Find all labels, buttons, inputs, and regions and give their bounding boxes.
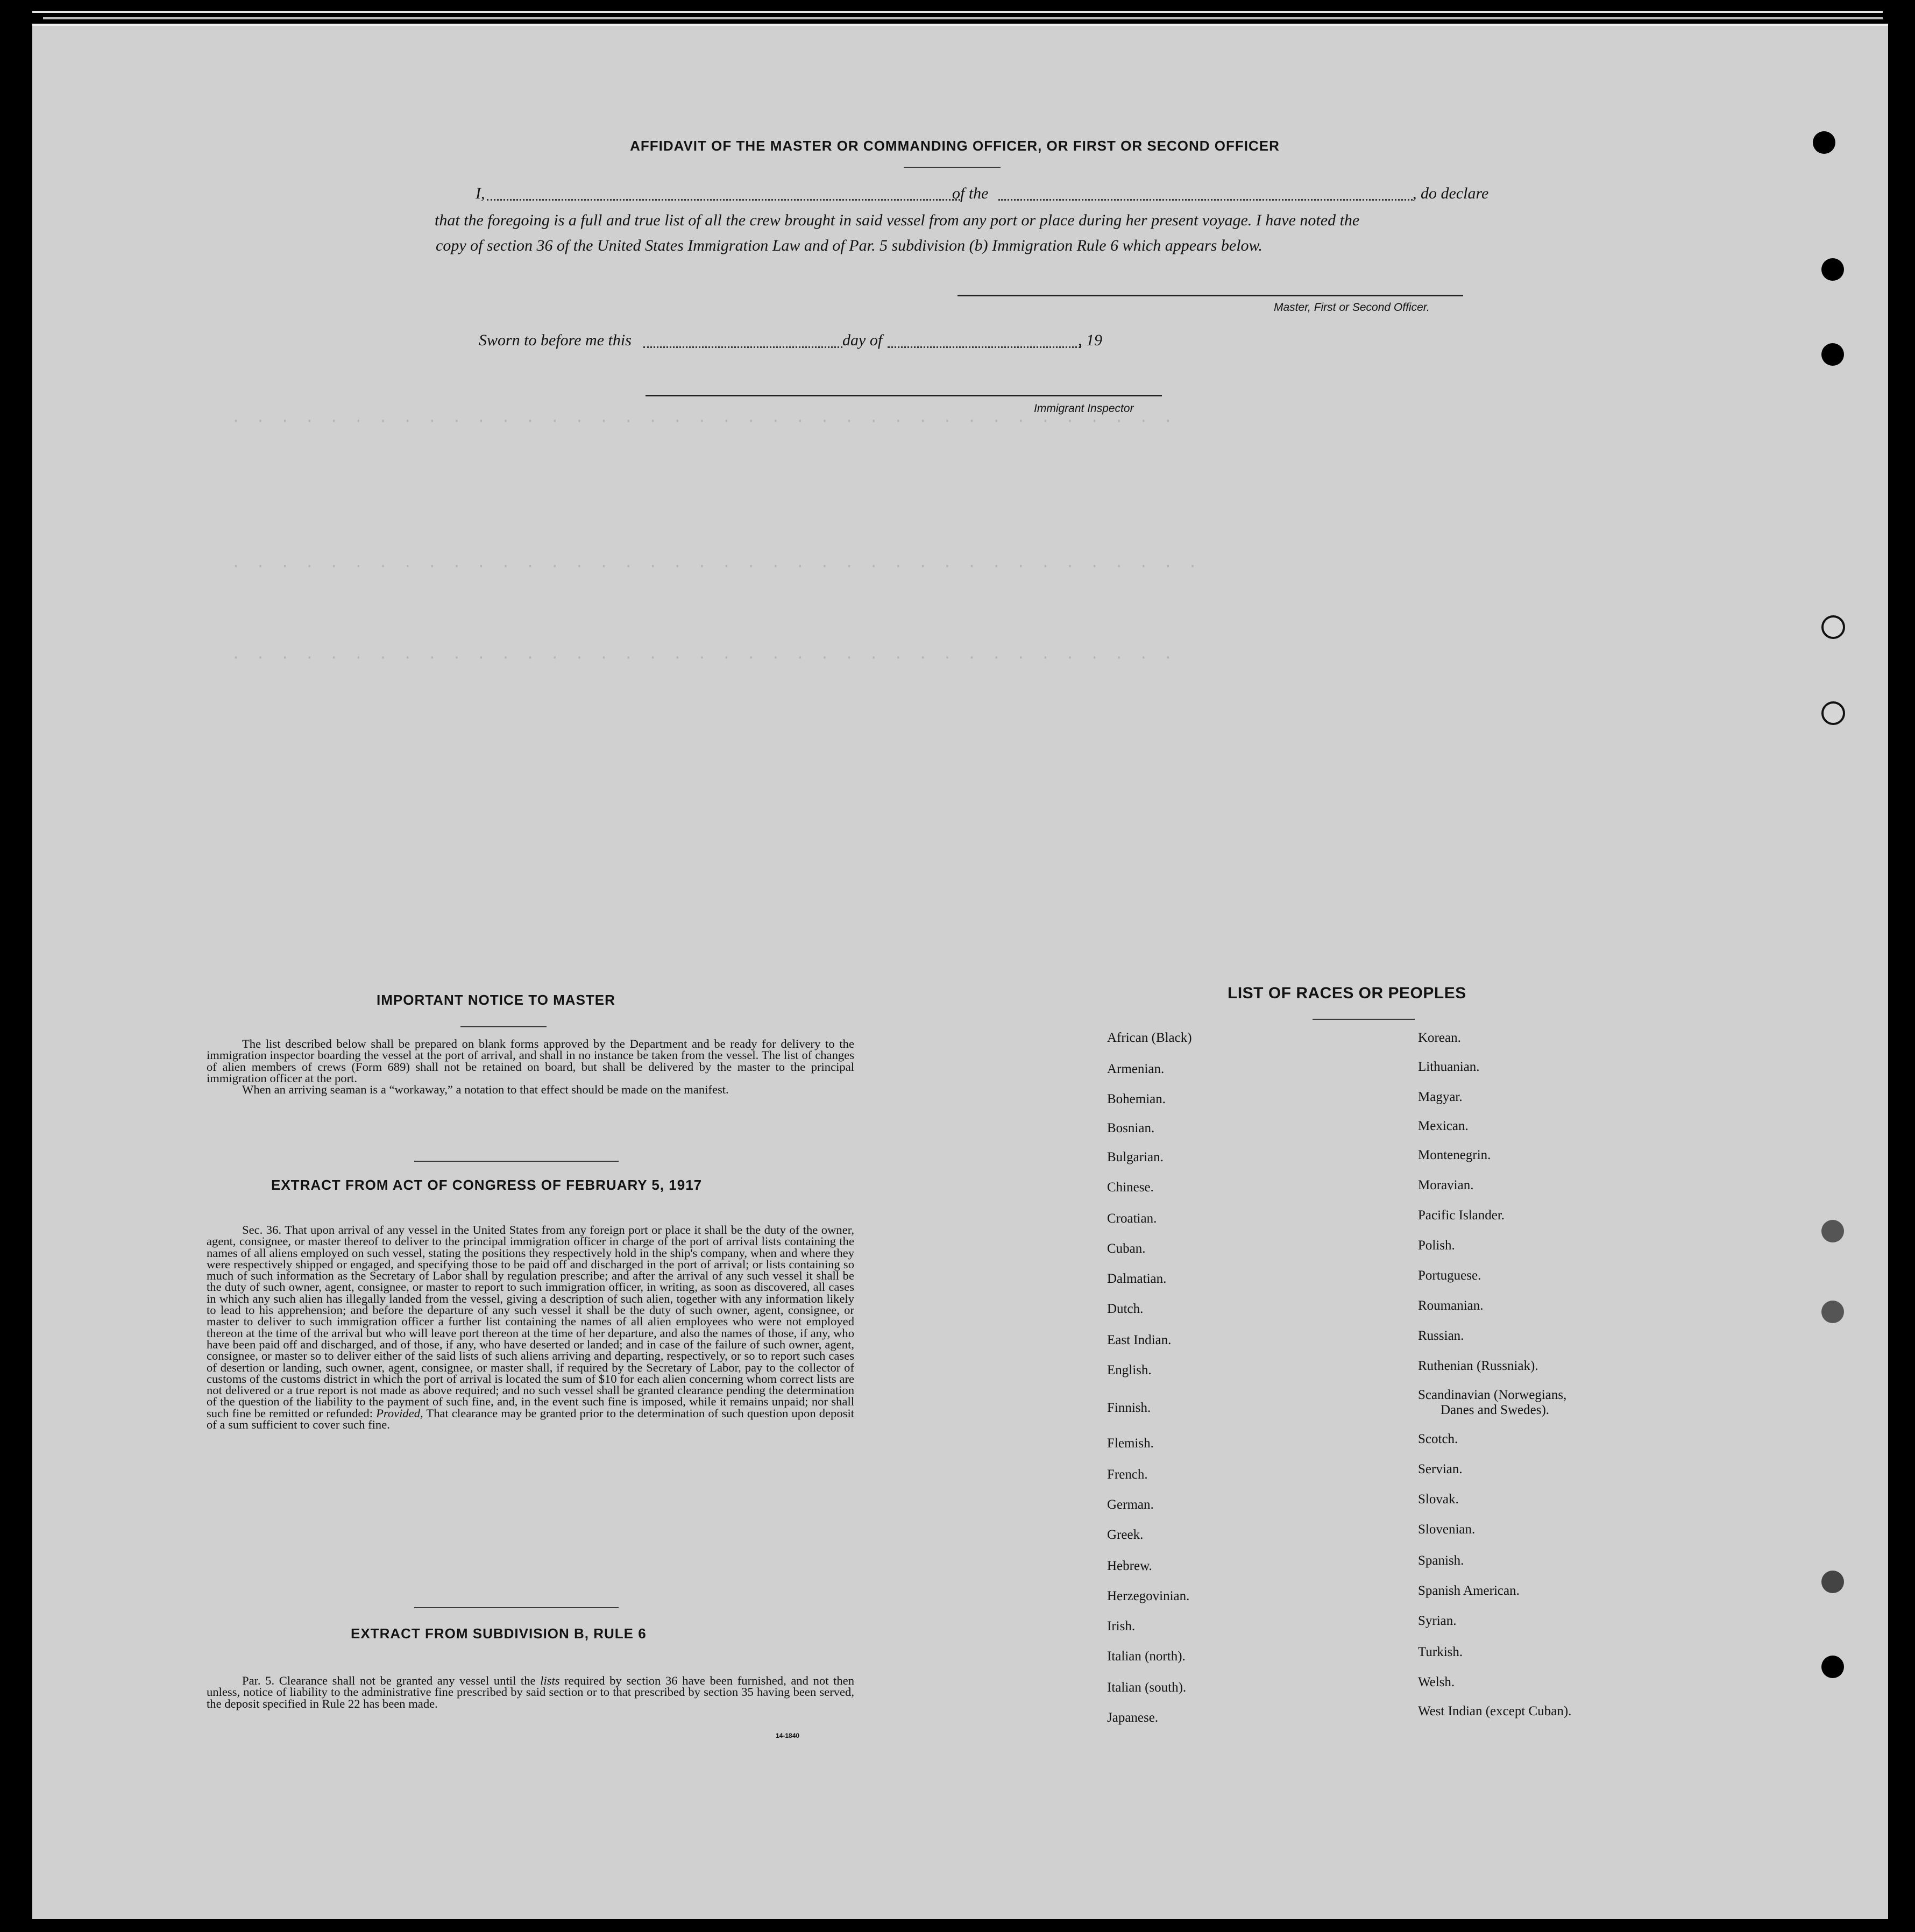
right-race-item: Danes and Swedes). <box>1441 1403 1550 1417</box>
races-title: LIST OF RACES OR PEOPLES <box>1228 984 1466 1002</box>
right-race-item: Turkish. <box>1418 1645 1463 1659</box>
right-race-item: Syrian. <box>1418 1614 1457 1628</box>
right-race-item: Slovak. <box>1418 1492 1459 1507</box>
punch-hole <box>1821 1220 1844 1242</box>
form-number: 14-1840 <box>776 1732 800 1739</box>
section-36-end: That clearance may be granted prior to the determination of such question upon deposit of a sum sufficient to cover such fine. <box>207 1406 855 1432</box>
punch-hole <box>1821 615 1845 639</box>
divider <box>1313 1019 1415 1020</box>
left-race-item: Italian (south). <box>1107 1680 1187 1695</box>
right-race-item: Mexican. <box>1418 1119 1469 1133</box>
divider <box>904 167 1001 168</box>
left-race-item: East Indian. <box>1107 1333 1172 1347</box>
right-race-item: Ruthenian (Russniak). <box>1418 1359 1538 1373</box>
left-race-item: French. <box>1107 1467 1148 1482</box>
affidavit-title: AFFIDAVIT OF THE MASTER OR COMMANDING OFFICER, OR FIRST OR SECOND OFFICER <box>630 138 1280 154</box>
bleed-through: · · · · · · · · · · · · · · · · · · · · · · · · · · · · · · · · · · · · · · · <box>231 650 1176 666</box>
divider <box>414 1607 619 1608</box>
bleed-through: · · · · · · · · · · · · · · · · · · · · · · · · · · · · · · · · · · · · · · · <box>231 413 1176 430</box>
left-race-item: German. <box>1107 1497 1154 1512</box>
section-36-body: That upon arrival of any vessel in the United States from any foreign port or place it shall be the duty of the owner, agent, consignee, or master thereof to deliver to the principal immigration officer in charge of the port of arrival lists containing the names of all aliens employed on such vessel, stating the positions they respectively hold in the ship's company, when and where they were respectively shipped or engaged, and specifying those to be paid off and discharged in the port of arrival; or lists containing so much of such information as the Secretary of Labor shall by regulation prescribe; and after the arrival of any such vessel it shall be the duty of such owner, agent, consignee, or master to report to such immigration officer, in writing, as soon as discovered, all cases in which any such alien has illegally landed from the vessel, giving a description of such alien, together with any information likely to lead to his apprehension; and before the departure of any such vessel it shall be the duty of such owner, agent, consignee, or master to deliver to such immigration officer a further list containing the names of all alien employees who were not employed thereon at the time of the arrival but who will leave port thereon at the time of her departure, and also the names of those, if any, who have been paid off and discharged, and of those, if any, who have deserted or landed; and in case of the failure of such owner, agent, consignee, or master so to deliver either of the said lists of such aliens arriving and departing, respectively, or so to report such cases of desertion or landing, such owner, agent, consignee, or master shall, if required by the Secretary of Labor, pay to the collector of customs of the customs district in which the port of arrival is located the sum of $10 for each alien concerning whom correct lists are not delivered or a true report is not made as above required; and no such vessel shall be granted clearance pending the determination of the question of the liability to the payment of such fine, and, in the event such fine is imposed, while it remains unpaid; nor shall such fine be remitted or refunded: <box>207 1223 854 1420</box>
punch-hole <box>1821 258 1844 281</box>
punch-hole <box>1821 1656 1844 1678</box>
right-race-item: Welsh. <box>1418 1675 1455 1689</box>
punch-hole <box>1821 1571 1844 1593</box>
right-race-item: Spanish. <box>1418 1553 1464 1568</box>
right-race-item: Spanish American. <box>1418 1583 1520 1598</box>
extract-rule-body <box>207 1675 854 1709</box>
left-race-item: Bulgarian. <box>1107 1150 1164 1164</box>
paper-edge-top <box>32 11 1883 13</box>
form-page <box>32 24 1888 1919</box>
affidavit-line-2: that the foregoing is a full and true list of all the crew brought in said vessel from any port or place during her present voyage. I have noted the <box>435 211 1360 229</box>
affidavit-declare: , do declare <box>1413 184 1489 202</box>
right-race-item: Russian. <box>1418 1329 1464 1343</box>
lists-word: lists <box>540 1674 560 1687</box>
left-race-item: Irish. <box>1107 1619 1136 1633</box>
extract-act-body <box>207 1224 854 1430</box>
paper-edge-second <box>43 17 1883 19</box>
extract-act-title: EXTRACT FROM ACT OF CONGRESS OF FEBRUARY 5, 1917 <box>271 1177 703 1193</box>
left-race-item: Armenian. <box>1107 1062 1165 1076</box>
affidavit-of-the: of the <box>952 184 989 202</box>
inspector-signature-label: Immigrant Inspector <box>1034 402 1134 415</box>
affidavit-i: I, <box>476 184 485 202</box>
left-race-item: Italian (north). <box>1107 1649 1186 1664</box>
bleed-through: · · · · · · · · · · · · · · · · · · · · · · · · · · · · · · · · · · · · · · · · <box>231 558 1201 575</box>
left-race-item: Cuban. <box>1107 1241 1146 1256</box>
punch-hole <box>1821 1301 1844 1323</box>
sworn-month-blank[interactable] <box>888 346 1081 348</box>
left-race-item: Greek. <box>1107 1528 1144 1542</box>
notice-paragraph-2: When an arriving seaman is a “workaway,” a notation to that effect should be made on the manifest. <box>242 1083 729 1097</box>
par-5-b: required by section 36 have been furnished, and not then unless, notice of liability to the administrative fine prescribed by said section or to that prescribed by section 35 having been served, the deposit specified in Rule 22 has been made. <box>207 1674 855 1710</box>
punch-hole <box>1813 131 1835 154</box>
right-race-item: Pacific Islander. <box>1418 1208 1505 1223</box>
right-race-item: Scandinavian (Norwegians, <box>1418 1388 1567 1402</box>
year-label: , 19 <box>1078 331 1102 349</box>
notice-body <box>207 1038 854 1095</box>
punch-hole <box>1821 343 1844 366</box>
day-of-label: day of <box>842 331 883 349</box>
vessel-blank[interactable] <box>998 199 1413 201</box>
left-race-item: Flemish. <box>1107 1436 1154 1451</box>
right-race-item: Magyar. <box>1418 1090 1463 1104</box>
sworn-label: Sworn to before me this <box>479 331 632 349</box>
left-race-item: Dutch. <box>1107 1302 1144 1316</box>
right-race-item: Scotch. <box>1418 1432 1458 1446</box>
master-signature-label: Master, First or Second Officer. <box>1274 301 1430 314</box>
left-race-item: Chinese. <box>1107 1180 1154 1195</box>
right-race-item: Lithuanian. <box>1418 1060 1480 1074</box>
par-5-text <box>207 1675 854 1709</box>
extract-rule-title: EXTRACT FROM SUBDIVISION B, RULE 6 <box>351 1625 647 1642</box>
affidavit-line-3: copy of section 36 of the United States Immigration Law and of Par. 5 subdivision (b) Immigration Rule 6 which appears below. <box>436 237 1263 254</box>
right-race-item: Servian. <box>1418 1462 1463 1476</box>
right-race-item: Portuguese. <box>1418 1268 1481 1283</box>
left-race-item: Herzegovinian. <box>1107 1589 1190 1603</box>
left-race-item: Finnish. <box>1107 1401 1151 1415</box>
provided-word: Provided, <box>376 1406 423 1420</box>
left-race-item: Bosnian. <box>1107 1121 1155 1135</box>
section-36-text <box>207 1224 854 1430</box>
left-race-item: English. <box>1107 1363 1152 1377</box>
left-race-item: Japanese. <box>1107 1710 1159 1725</box>
right-race-item: Polish. <box>1418 1238 1455 1253</box>
right-race-item: Korean. <box>1418 1031 1461 1045</box>
section-label: Sec. 36. <box>242 1223 282 1237</box>
right-race-item: West Indian (except Cuban). <box>1418 1704 1572 1718</box>
inspector-signature-line[interactable] <box>646 395 1162 396</box>
notice-title: IMPORTANT NOTICE TO MASTER <box>377 992 615 1008</box>
right-race-item: Moravian. <box>1418 1178 1474 1192</box>
master-signature-line[interactable] <box>957 295 1463 296</box>
left-race-item: African (Black) <box>1107 1031 1192 1045</box>
par-5-a: Par. 5. Clearance shall not be granted any vessel until the <box>242 1674 536 1687</box>
punch-hole <box>1821 701 1845 725</box>
left-race-item: Hebrew. <box>1107 1559 1152 1573</box>
left-race-item: Croatian. <box>1107 1211 1157 1226</box>
left-race-item: Bohemian. <box>1107 1092 1166 1106</box>
right-race-item: Montenegrin. <box>1418 1148 1491 1162</box>
right-race-item: Roumanian. <box>1418 1298 1484 1313</box>
left-race-item: Dalmatian. <box>1107 1272 1167 1286</box>
divider <box>460 1026 547 1027</box>
right-race-item: Slovenian. <box>1418 1522 1476 1537</box>
name-blank[interactable] <box>487 199 960 201</box>
sworn-day-blank[interactable] <box>643 346 842 348</box>
notice-paragraph-1: The list described below shall be prepared on blank forms approved by the Department and be ready for delivery to the immigration inspector boarding the vessel at the port of arrival, and shall in no instance be taken from the vessel. The list of changes of alien members of crews (Form 689) shall not be retained on board, but shall be delivered by the master to the principal immigration officer at the port. <box>207 1037 854 1085</box>
divider <box>414 1161 619 1162</box>
